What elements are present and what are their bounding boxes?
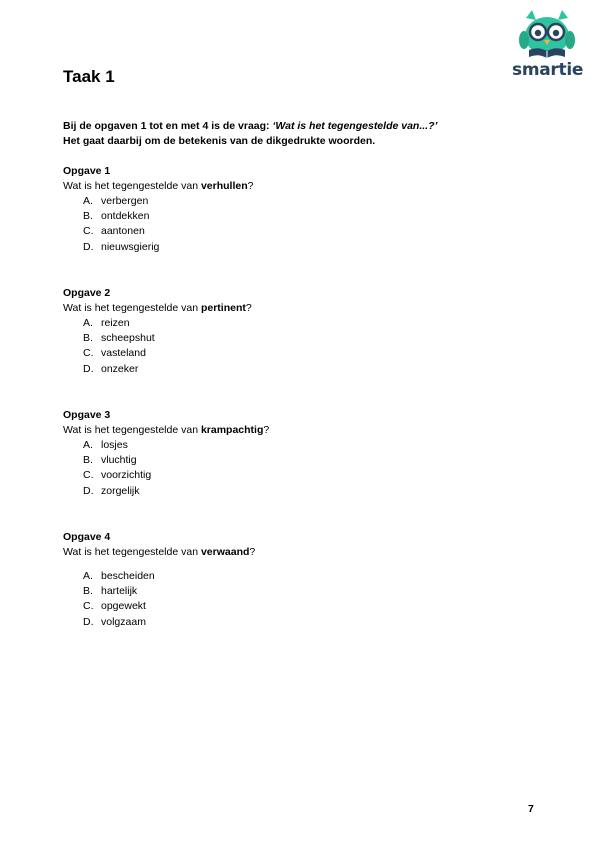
question-keyword: pertinent — [200, 302, 246, 314]
option-letter: D. — [83, 615, 94, 628]
question-text: Wat is het tegengestelde van — [63, 180, 201, 192]
answer-options — [63, 438, 543, 499]
option-letter: C. — [83, 347, 94, 360]
answer-option[interactable] — [63, 484, 543, 499]
option-letter: A. — [83, 195, 93, 207]
answer-option[interactable] — [63, 240, 543, 255]
option-text: reizen — [101, 317, 130, 329]
answer-option[interactable] — [63, 468, 543, 483]
question-keyword: krampachtig — [200, 424, 264, 436]
exercise-question — [63, 179, 543, 194]
answer-option[interactable] — [63, 453, 543, 468]
answer-options — [63, 194, 543, 255]
option-text: onzeker — [101, 362, 139, 375]
option-text: ontdekken — [101, 210, 150, 223]
answer-options — [63, 569, 543, 630]
answer-option[interactable] — [63, 209, 543, 224]
question-keyword: verwaand — [200, 546, 250, 558]
option-letter: B. — [83, 332, 93, 345]
instructions-line-2: Het gaat daarbij om de betekenis van de dikgedrukte woorden. — [63, 135, 376, 147]
option-text: nieuwsgierig — [101, 240, 160, 253]
option-letter: D. — [83, 362, 94, 375]
exercise-heading: Opgave 1 — [63, 165, 111, 177]
option-text: scheepshut — [101, 332, 155, 345]
option-letter: B. — [83, 210, 93, 223]
question-mark: ? — [263, 424, 270, 436]
exercise-heading: Opgave 3 — [63, 409, 111, 421]
exercise-heading: Opgave 2 — [63, 287, 111, 299]
question-keyword: verhullen — [200, 180, 248, 192]
option-text: opgewekt — [101, 600, 146, 613]
option-letter: C. — [83, 600, 94, 613]
option-text: bescheiden — [101, 570, 155, 582]
exercise-2 — [63, 286, 543, 377]
answer-option[interactable] — [63, 194, 543, 209]
exercise-question — [63, 423, 543, 438]
option-text: volgzaam — [101, 615, 146, 628]
answer-option[interactable] — [63, 584, 543, 599]
page-title: Taak 1 — [63, 67, 115, 86]
option-letter: B. — [83, 454, 93, 467]
exercise-question — [63, 545, 543, 560]
exercise-question — [63, 301, 543, 316]
instructions-prefix: Bij de opgaven 1 tot en met 4 is de vraag: — [63, 120, 273, 132]
page-number: 7 — [528, 803, 534, 815]
smartie-logo — [512, 10, 582, 80]
exercise-3 — [63, 408, 543, 499]
question-mark: ? — [247, 180, 254, 192]
answer-option[interactable] — [63, 438, 543, 453]
option-text: aantonen — [101, 225, 145, 238]
answer-option[interactable] — [63, 331, 543, 346]
option-letter: D. — [83, 240, 94, 253]
option-letter: B. — [83, 585, 93, 598]
answer-option[interactable] — [63, 224, 543, 239]
answer-option[interactable] — [63, 599, 543, 614]
option-text: losjes — [101, 439, 128, 451]
exercise-4 — [63, 530, 543, 630]
question-text: Wat is het tegengestelde van — [63, 546, 201, 558]
option-letter: A. — [83, 570, 93, 582]
question-text: Wat is het tegengestelde van — [63, 424, 201, 436]
answer-option[interactable] — [63, 362, 543, 377]
instructions-question: ‘Wat is het tegengestelde van...?’ — [272, 120, 438, 132]
answer-options — [63, 316, 543, 377]
exercise-heading: Opgave 4 — [63, 531, 111, 543]
option-letter: A. — [83, 439, 93, 451]
option-text: hartelijk — [101, 585, 138, 598]
question-text: Wat is het tegengestelde van — [63, 302, 201, 314]
answer-option[interactable] — [63, 316, 543, 331]
question-mark: ? — [249, 546, 256, 558]
option-letter: D. — [83, 484, 94, 497]
instructions-line-1 — [63, 119, 543, 134]
option-letter: A. — [83, 317, 93, 329]
option-text: vasteland — [101, 347, 146, 360]
option-text: zorgelijk — [101, 484, 140, 497]
answer-option[interactable] — [63, 615, 543, 630]
answer-option[interactable] — [63, 569, 543, 584]
instructions — [63, 119, 543, 149]
owl-icon — [512, 10, 582, 60]
question-mark: ? — [245, 302, 252, 314]
option-text: voorzichtig — [101, 469, 152, 482]
answer-option[interactable] — [63, 346, 543, 361]
option-letter: C. — [83, 469, 94, 482]
logo-text: smartie — [512, 60, 584, 80]
option-text: verbergen — [101, 195, 149, 207]
option-text: vluchtig — [101, 454, 137, 467]
option-letter: C. — [83, 225, 94, 238]
exercise-1 — [63, 164, 543, 255]
